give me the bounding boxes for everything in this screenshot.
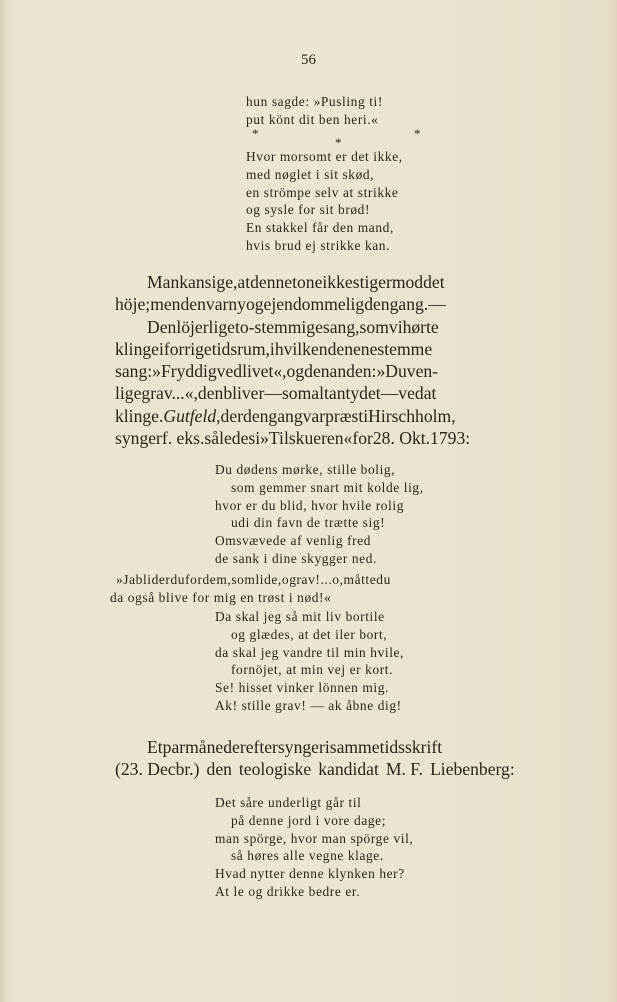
separator-asterisk: * <box>414 126 421 141</box>
prose-line: ligegrav...«,denbliver—somaltantydet—vedat <box>115 383 437 404</box>
prose-line: klinge.Gutfeld,derdengangvarpræstiHirschholm, <box>115 405 456 426</box>
verse-line: da skal jeg vandre til min hvile, <box>215 644 405 660</box>
verse-line: man spörge, hvor man spörge vil, <box>215 830 414 846</box>
poem-stanza-2 <box>246 148 403 255</box>
verse-line: Ak! stille grav! — ak åbne dig! <box>215 697 402 713</box>
verse-line: put könt dit ben heri.« <box>246 111 379 127</box>
italic-name: Gutfeld, <box>163 405 221 426</box>
prose-line: Denlöjerligeto-stemmigesang,somvihørte <box>147 316 439 337</box>
verse-line: hvor er du blid, hvor hvile rolig <box>215 497 405 513</box>
page-number: 56 <box>301 52 316 68</box>
verse-line: Omsvævede af venlig fred <box>215 533 372 549</box>
prose-line: klingeiforrigetidsrum,ihvilkendenenestemme <box>115 338 433 359</box>
verse-line: med nøglet i sit skød, <box>246 166 375 182</box>
separator-asterisk: * <box>335 135 342 150</box>
verse-line: Du dødens mørke, stille bolig, <box>215 462 396 477</box>
verse-line: Da skal jeg så mit liv bortile <box>215 609 385 624</box>
verse-line: en strömpe selv at strikke <box>246 184 399 200</box>
verse-line: udi din favn de trætte sig! <box>231 515 386 531</box>
verse-line: Det såre underligt går til <box>215 795 362 810</box>
verse-line: En stakkel får den mand, <box>246 220 394 236</box>
interlude-line: da også blive for mig en trøst i nød!« <box>110 589 332 605</box>
verse-line: At le og drikke bedre er. <box>215 883 361 899</box>
poem-stanza-5 <box>215 794 413 901</box>
prose-paragraph-1 <box>115 271 563 449</box>
prose-paragraph-2 <box>115 736 563 781</box>
verse-line: som gemmer snart mit kolde lig, <box>231 479 424 495</box>
poem-stanza-3 <box>215 461 424 568</box>
prose-line: sang:»Fryddigvedlivet«,ogdenanden:»Duven- <box>115 361 439 382</box>
poem-stanza-4 <box>215 608 404 715</box>
interlude-line: »Jabliderdufordem,somlide,ograv!...o,måttedu <box>116 572 391 587</box>
verse-line: Se! hisset vinker lönnen mig. <box>215 680 389 696</box>
prose-line: Mankansige,atdennetoneikkestigermoddet <box>147 272 445 292</box>
prose-line: höje;mendenvarnyogejendommeligdengang.— <box>115 294 446 315</box>
verse-line: Hvad nytter denne klynken her? <box>215 866 405 882</box>
verse-line: de sank i dine skygger ned. <box>215 550 377 566</box>
verse-line: og sysle for sit brød! <box>246 202 371 218</box>
verse-line: på denne jord i vore dage; <box>231 812 387 828</box>
verse-line: hun sagde: »Pusling ti! <box>246 94 383 109</box>
verse-line: og glædes, at det iler bort, <box>231 626 388 642</box>
quoted-interlude <box>110 571 563 607</box>
verse-line: fornöjet, at min vej er kort. <box>231 662 394 678</box>
poem-fragment-1 <box>246 93 383 129</box>
prose-line: Etparmånedereftersyngerisammetidsskrift <box>147 737 443 757</box>
verse-line: hvis brud ej strikke kan. <box>246 237 391 253</box>
separator-asterisk: * <box>252 126 259 141</box>
verse-line: Hvor morsomt er det ikke, <box>246 149 403 164</box>
prose-line: (23. Decbr.) den teologiske kandidat M. F. Liebenberg: <box>115 759 515 780</box>
verse-line: så høres alle vegne klage. <box>231 848 384 864</box>
prose-line: syngerf. eks.såledesi»Tilskueren«for28. Okt.1793: <box>115 428 471 449</box>
